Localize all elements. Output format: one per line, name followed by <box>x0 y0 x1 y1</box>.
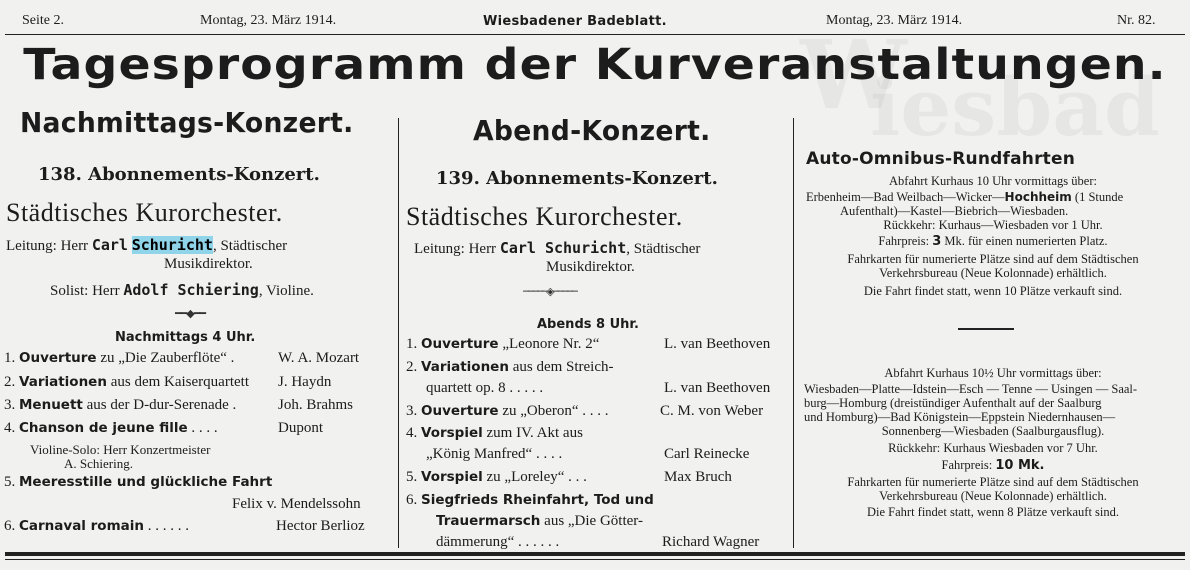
program-item: 5. Meeresstille und glückliche Fahrt <box>4 474 273 490</box>
evening-time: Abends 8 Uhr. <box>537 317 639 332</box>
bus-trip1-depart: Abfahrt Kurhaus 10 Uhr vormittags über: <box>889 174 1097 188</box>
bus-trip2-return: Rückkehr: Kurhaus Wiesbaden vor 7 Uhr. <box>888 441 1098 455</box>
afternoon-musikdirektor: Musikdirektor. <box>164 256 253 272</box>
evening-orchestra: Städtisches Kurorchester. <box>406 202 683 231</box>
afternoon-subscription: 138. Abonnements-Konzert. <box>38 164 320 185</box>
conductor-last-name-highlighted: Schuricht <box>131 236 213 254</box>
bus-trip1-return: Rückkehr: Kurhaus—Wiesbaden vor 1 Uhr. <box>883 218 1103 232</box>
bus-trip2-condition: Die Fahrt findet statt, wenn 8 Plätze verkauft sind. <box>866 505 1120 519</box>
soloist-name: Adolf Schiering <box>123 281 259 299</box>
composer: Dupont <box>278 420 323 436</box>
evening-leitung <box>414 239 700 258</box>
program-item-continued: dämmerung“ . . . . . . <box>436 534 560 550</box>
violin-solo-name: A. Schiering. <box>64 456 133 471</box>
bus-trip2-route: burg—Homburg (dreistündiger Aufenthalt auf der Saalburg <box>804 396 1102 410</box>
bus-trip2-route: Wiesbaden—Platte—Idstein—Esch — Tenne — Usingen — Saal- <box>804 382 1138 396</box>
bus-trip1-fare: Fahrpreis: 3 Mk. für einen numerierten Platz. <box>878 234 1108 249</box>
date-left: Montag, 23. März 1914. <box>200 13 337 28</box>
composer: J. Haydn <box>278 374 332 390</box>
leitung-suffix: , Städtischer <box>212 238 288 254</box>
bus-heading: Auto-Omnibus-Rundfahrten <box>806 149 1076 169</box>
program-item: 3. Ouverture zu „Oberon“ . . . . <box>406 403 609 419</box>
program-item: 2. Variationen aus dem Kaiserquartett <box>4 374 249 390</box>
program-item: 5. Vorspiel zu „Loreley“ . . . <box>406 469 587 485</box>
page-title: Tagesprogramm der Kurveranstaltungen. <box>23 40 1167 90</box>
composer: Joh. Brahms <box>278 397 353 413</box>
soloist-label: Solist: Herr <box>50 283 120 299</box>
column-divider <box>793 118 794 548</box>
program-item: 6. Carnaval romain . . . . . . <box>4 518 189 534</box>
bottom-rule-thin <box>5 559 1185 560</box>
bus-trip1-tickets: Fahrkarten für numerierte Plätze sind auf dem Städtischen <box>847 252 1139 266</box>
ornament-divider: ━━◆━━ <box>175 307 205 320</box>
bus-trip1-tickets: Verkehrsbureau (Neue Kolonnade) erhältlich. <box>879 266 1107 280</box>
program-item-continued: „König Manfred“ . . . . <box>426 446 563 462</box>
composer: Carl Reinecke <box>664 446 750 462</box>
page-number: Seite 2. <box>22 13 64 28</box>
bus-trip2-tickets: Fahrkarten für numerierte Plätze sind auf dem Städtischen <box>847 475 1139 489</box>
conductor-first-name: Carl <box>91 236 128 254</box>
afternoon-heading: Nachmittags-Konzert. <box>20 106 354 139</box>
program-item-continued: Trauermarsch aus „Die Götter- <box>436 513 643 529</box>
composer: L. van Beethoven <box>664 336 771 352</box>
leitung-label: Leitung: Herr <box>414 241 497 257</box>
program-item: 2. Variationen aus dem Streich- <box>406 359 614 375</box>
bus-trip2-fare: Fahrpreis: 10 Mk. <box>941 458 1045 473</box>
program-item: 1. Ouverture zu „Die Zauberflöte“ . <box>4 350 235 366</box>
date-right: Montag, 23. März 1914. <box>826 13 963 28</box>
afternoon-orchestra: Städtisches Kurorchester. <box>6 198 283 227</box>
ornament-divider: ─────◈───── <box>523 285 576 298</box>
composer: Felix v. Mendelssohn <box>232 496 361 512</box>
header-rule <box>5 34 1185 35</box>
leitung-suffix: , Städtischer <box>626 241 701 257</box>
newspaper-name: Wiesbadener Badeblatt. <box>483 14 667 29</box>
bus-trip2-tickets: Verkehrsbureau (Neue Kolonnade) erhältlich. <box>879 489 1107 503</box>
program-item: 1. Ouverture „Leonore Nr. 2“ <box>406 336 600 352</box>
bus-trip1-condition: Die Fahrt findet statt, wenn 10 Plätze verkauft sind. <box>863 284 1123 298</box>
bottom-rule <box>5 552 1185 556</box>
afternoon-leitung <box>6 236 287 255</box>
program-item: 4. Vorspiel zum IV. Akt aus <box>406 425 583 441</box>
issue-number: Nr. 82. <box>1117 13 1156 28</box>
evening-heading: Abend-Konzert. <box>473 114 711 147</box>
bus-trip2-route: und Homburg)—Bad Königstein—Eppstein Niedernhausen— <box>804 410 1116 424</box>
composer: Hector Berlioz <box>276 518 365 534</box>
bus-trip1-route: Erbenheim—Bad Weilbach—Wicker—Hochheim (1 Stunde <box>806 190 1124 204</box>
evening-subscription: 139. Abonnements-Konzert. <box>436 168 718 189</box>
program-item: 4. Chanson de jeune fille . . . . <box>4 420 218 436</box>
afternoon-soloist <box>50 281 314 300</box>
composer: Max Bruch <box>664 469 732 485</box>
bus-trip1-route: Aufenthalt)—Kastel—Biebrich—Wiesbaden. <box>840 204 1069 218</box>
column-divider <box>398 118 399 548</box>
composer: Richard Wagner <box>662 534 760 550</box>
leitung-label: Leitung: Herr <box>6 238 89 254</box>
program-item: 6. Siegfrieds Rheinfahrt, Tod und <box>406 492 654 508</box>
afternoon-time: Nachmittags 4 Uhr. <box>115 330 256 345</box>
soloist-suffix: , Violine. <box>258 283 314 299</box>
bus-separator <box>958 328 1014 330</box>
program-item: 3. Menuett aus der D-dur-Serenade . <box>4 397 237 413</box>
bus-trip2-route: Sonnenberg—Wiesbaden (Saalburgausflug). <box>881 424 1105 438</box>
composer: L. van Beethoven <box>664 380 771 396</box>
conductor-name: Carl Schuricht <box>499 239 627 257</box>
evening-musikdirektor: Musikdirektor. <box>546 259 635 275</box>
violin-solo-note: Violine-Solo: Herr Konzertmeister <box>30 442 211 457</box>
bus-trip2-depart: Abfahrt Kurhaus 10½ Uhr vormittags über: <box>884 366 1102 380</box>
program-item-continued: quartett op. 8 . . . . . <box>426 380 544 396</box>
composer: W. A. Mozart <box>278 350 360 366</box>
composer: C. M. von Weber <box>660 403 764 419</box>
